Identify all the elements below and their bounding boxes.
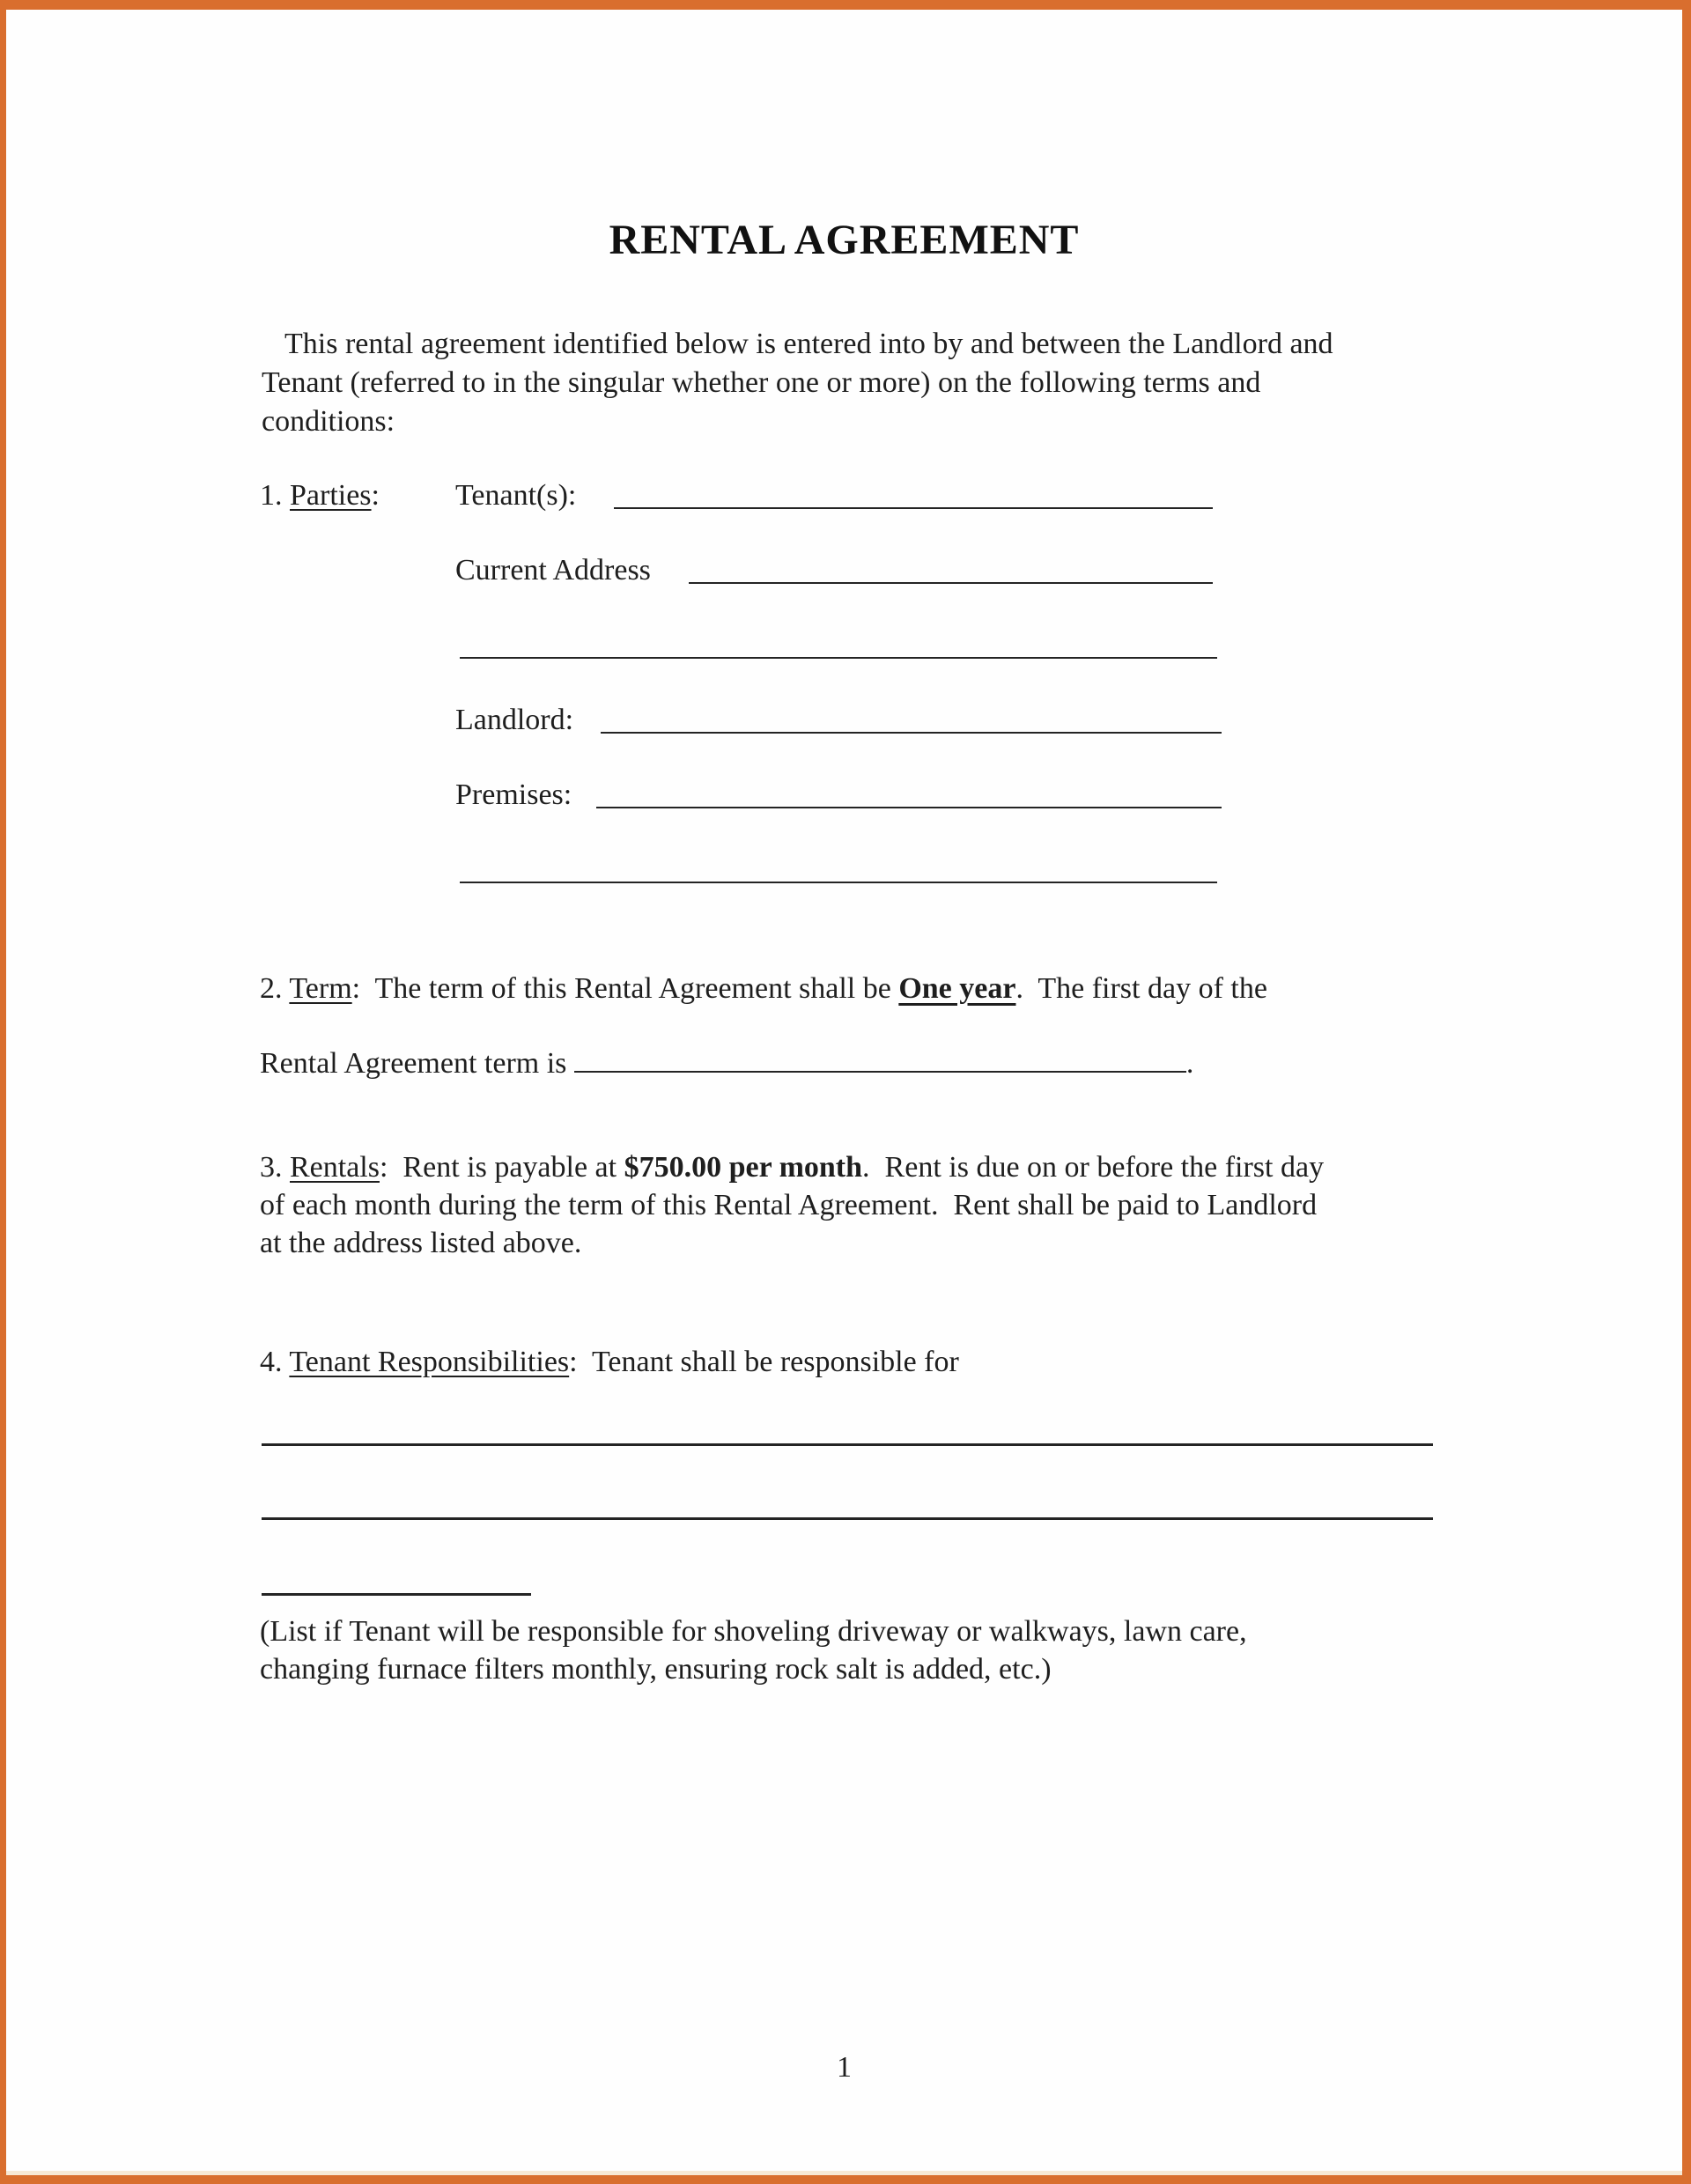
rentals-line-1 [260,1150,1324,1185]
responsibilities-number: 4. [260,1346,290,1378]
intro-line-2: Tenant (referred to in the singular whether one or more) on the following terms and [262,366,1261,399]
term-section-line1 [260,971,1267,1007]
rentals-number: 3. [260,1151,290,1184]
tenant-name-line [614,507,1213,509]
parties-heading: Parties [290,479,372,512]
rentals-heading: Rentals [290,1151,380,1184]
responsibilities-line-1 [262,1443,1433,1446]
tenant-label: Tenant(s): [455,479,577,512]
premises-line [596,807,1222,808]
rent-amount-value: $750.00 per month [624,1151,863,1184]
page-number: 1 [837,2051,852,2084]
current-address-line [689,582,1213,584]
rentals-line-3: at the address listed above. [260,1227,582,1259]
responsibilities-text: : Tenant shall be responsible for [569,1346,959,1378]
page-title: RENTAL AGREEMENT [609,217,1080,263]
responsibilities-line-3 [262,1593,531,1596]
intro-line-3: conditions: [262,405,395,438]
parties-colon: : [371,479,380,512]
responsibilities-heading-row [260,1345,959,1380]
landlord-name-line [601,732,1222,734]
term-line2-label: Rental Agreement term is [260,1047,574,1080]
premises-continuation-line [460,882,1217,883]
term-value: One year [898,972,1016,1005]
rentals-text-post: . Rent is due on or before the first day [862,1151,1325,1184]
current-address-continuation-line [460,657,1217,659]
term-line2-period: . [1185,1047,1194,1080]
current-address-label: Current Address [455,554,651,587]
landlord-label: Landlord: [455,704,574,736]
scan-artifact-strip [6,2171,1682,2175]
parties-heading-row [260,478,380,513]
parties-number: 1. [260,479,290,512]
premises-label: Premises: [455,778,572,811]
rentals-line-2: of each month during the term of this Rental Agreement. Rent shall be paid to Landlord [260,1189,1318,1221]
responsibilities-note-line-1: (List if Tenant will be responsible for shoveling driveway or walkways, lawn care, [260,1615,1247,1648]
term-text-before: : The term of this Rental Agreement shall be [351,972,899,1005]
term-number: 2. [260,972,290,1005]
term-section-line2 [260,1046,1193,1081]
responsibilities-line-2 [262,1517,1433,1520]
term-start-date-line [574,1068,1186,1073]
term-text-after: . The first day of the [1015,972,1267,1005]
responsibilities-note-line-2: changing furnace filters monthly, ensuring rock salt is added, etc.) [260,1653,1052,1686]
rentals-text-pre: : Rent is payable at [379,1151,624,1184]
intro-line-1: This rental agreement identified below is entered into by and between the Landlord and [284,328,1333,360]
term-heading: Term [289,972,352,1005]
responsibilities-heading: Tenant Responsibilities [289,1346,570,1378]
